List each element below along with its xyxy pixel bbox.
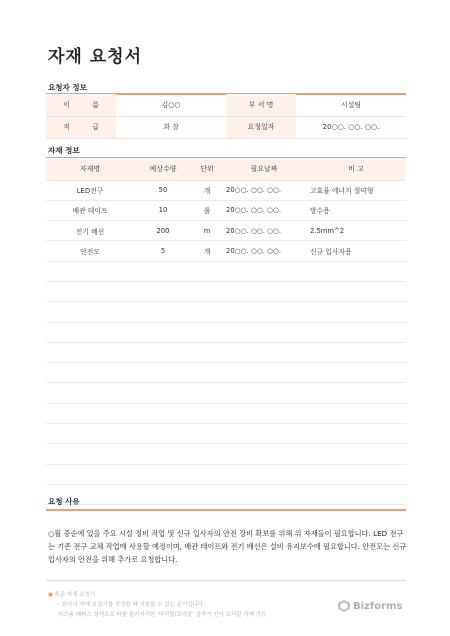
cell-note: [306, 444, 406, 464]
cell-date: [222, 342, 306, 362]
reason-top-rule: [46, 509, 406, 511]
table-row: [46, 424, 406, 444]
table-row: [46, 383, 406, 403]
cell-material: [46, 322, 134, 342]
cell-unit: [192, 464, 222, 484]
footer-line2: - 회사의 자재 요청서를 작성할 때 사용할 수 있는 문서입니다.: [58, 602, 205, 608]
cell-date: 20○○. ○○. ○○.: [222, 221, 306, 241]
cell-date: [222, 363, 306, 383]
cell-material: [46, 342, 134, 362]
cell-material: [46, 281, 134, 301]
cell-unit: 개: [192, 180, 222, 200]
cell-date: [222, 302, 306, 322]
position-label: 직 급: [46, 116, 116, 138]
cell-unit: [192, 383, 222, 403]
materials-table: [46, 158, 406, 505]
col-header-note: 비 고: [306, 158, 406, 180]
cell-note: [306, 281, 406, 301]
cell-note: [306, 302, 406, 322]
cell-note: [306, 261, 406, 281]
cell-unit: m: [192, 221, 222, 241]
request-date-label: 요청일자: [226, 116, 296, 138]
cell-date: [222, 464, 306, 484]
footer-notes: [48, 590, 266, 620]
cell-note: [306, 403, 406, 423]
table-row: [46, 322, 406, 342]
position-value: 과 장: [116, 116, 226, 138]
cell-note: [306, 383, 406, 403]
cell-unit: [192, 444, 222, 464]
bizforms-logo: [338, 600, 402, 612]
cell-material: 배관 테이프: [46, 200, 134, 220]
cell-unit: [192, 363, 222, 383]
table-row: [46, 302, 406, 322]
cell-unit: 롤: [192, 200, 222, 220]
cell-note: 2.5mm^2: [306, 221, 406, 241]
document-title: 자재 요청서: [48, 47, 143, 67]
cell-quantity: [134, 403, 192, 423]
footer-line3: 비즈폼 래퍼스 정책으로 타를 블러처리한 '머리말/꼬리말' 삽자가 인이 꼬리말 삭제 가능: [58, 612, 267, 618]
table-row: [46, 403, 406, 423]
request-date-value: 20○○. ○○. ○○.: [296, 116, 406, 138]
cell-date: [222, 383, 306, 403]
cell-unit: [192, 342, 222, 362]
cell-material: [46, 464, 134, 484]
footer-bullet: ●: [48, 592, 53, 598]
cell-date: [222, 444, 306, 464]
cell-date: 20○○. ○○. ○○.: [222, 200, 306, 220]
table-row: [46, 342, 406, 362]
cell-date: [222, 261, 306, 281]
cell-quantity: [134, 464, 192, 484]
cell-quantity: 10: [134, 200, 192, 220]
cell-quantity: [134, 342, 192, 362]
cell-unit: [192, 403, 222, 423]
cell-quantity: [134, 261, 192, 281]
cell-date: [222, 484, 306, 504]
cell-material: [46, 424, 134, 444]
cell-note: [306, 342, 406, 362]
cell-material: [46, 302, 134, 322]
name-label: 이 름: [46, 94, 116, 116]
cell-date: [222, 424, 306, 444]
department-label: 부 서 명: [226, 94, 296, 116]
cell-note: 신규 입사자용: [306, 241, 406, 261]
cell-material: [46, 383, 134, 403]
bizforms-logo-icon: [338, 600, 350, 612]
cell-material: 안전모: [46, 241, 134, 261]
cell-unit: 개: [192, 241, 222, 261]
col-header-unit: 단위: [192, 158, 222, 180]
col-header-quantity: 예상수량: [134, 158, 192, 180]
cell-unit: [192, 484, 222, 504]
cell-quantity: [134, 363, 192, 383]
table-row: [46, 484, 406, 504]
table-row: [46, 241, 406, 261]
cell-note: [306, 363, 406, 383]
cell-unit: [192, 281, 222, 301]
cell-material: [46, 444, 134, 464]
cell-note: [306, 464, 406, 484]
cell-date: 20○○. ○○. ○○.: [222, 241, 306, 261]
cell-quantity: [134, 484, 192, 504]
col-header-material: 자재명: [46, 158, 134, 180]
cell-note: [306, 322, 406, 342]
materials-section-label: 자재 정보: [48, 146, 80, 155]
table-row: [46, 444, 406, 464]
cell-note: 고효율 에너지 절약형: [306, 180, 406, 200]
requester-table: [46, 94, 406, 139]
cell-material: LED전구: [46, 180, 134, 200]
cell-material: 전기 배선: [46, 221, 134, 241]
table-row: [46, 200, 406, 220]
table-row: [46, 94, 406, 116]
cell-material: [46, 403, 134, 423]
cell-quantity: [134, 302, 192, 322]
cell-note: [306, 484, 406, 504]
cell-date: [222, 281, 306, 301]
table-row: [46, 464, 406, 484]
requester-section-label: 요청자 정보: [48, 83, 87, 92]
reason-text: ○월 중순에 있을 주요 시설 정비 작업 및 신규 입사자의 안전 장비 확보를 위해 위 자재들이 필요합니다. LED 전구는 기존 전구 교체 작업에 사용할 예정이며, 배관 테이프와 전기 배선은 설비 유지보수에 필요합니다. 안전모는 신규 입사자의 안전을 위해 추가로 요청합니다.: [48, 529, 407, 564]
cell-quantity: [134, 383, 192, 403]
cell-quantity: [134, 444, 192, 464]
table-row: [46, 261, 406, 281]
reason-section-label: 요청 사유: [48, 497, 80, 506]
cell-quantity: 200: [134, 221, 192, 241]
cell-date: 20○○. ○○. ○○.: [222, 180, 306, 200]
footer-line1: 표준 자재 요청서: [54, 592, 96, 598]
table-row: [46, 116, 406, 138]
cell-date: [222, 322, 306, 342]
name-value: 김○○: [116, 94, 226, 116]
department-value: 시설팀: [296, 94, 406, 116]
cell-unit: [192, 424, 222, 444]
cell-date: [222, 403, 306, 423]
cell-quantity: [134, 281, 192, 301]
table-row: [46, 281, 406, 301]
table-header-row: [46, 158, 406, 180]
table-row: [46, 221, 406, 241]
cell-material: [46, 261, 134, 281]
col-header-date: 필요날짜: [222, 158, 306, 180]
table-row: [46, 363, 406, 383]
cell-quantity: [134, 424, 192, 444]
cell-unit: [192, 322, 222, 342]
cell-note: [306, 424, 406, 444]
reason-bottom-rule: [46, 580, 406, 581]
table-row: [46, 180, 406, 200]
cell-quantity: 5: [134, 241, 192, 261]
cell-quantity: [134, 322, 192, 342]
cell-note: 방수용: [306, 200, 406, 220]
cell-unit: [192, 302, 222, 322]
cell-unit: [192, 261, 222, 281]
cell-quantity: 50: [134, 180, 192, 200]
cell-material: [46, 363, 134, 383]
bizforms-logo-text: Bizforms: [353, 600, 403, 612]
